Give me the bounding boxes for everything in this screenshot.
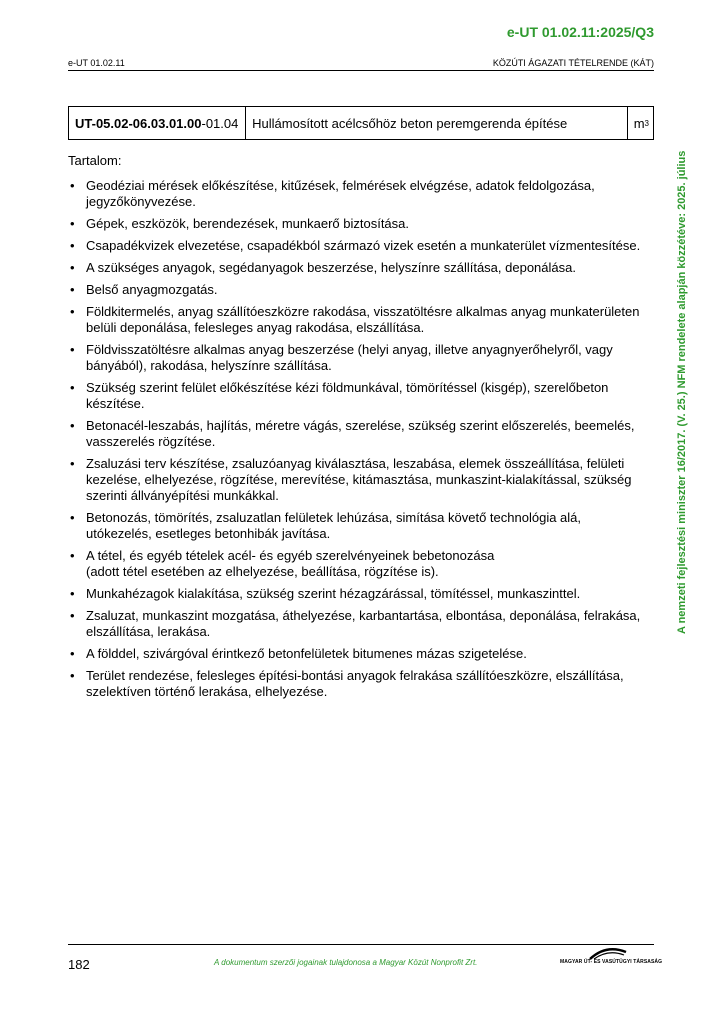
list-item: • Gépek, eszközök, berendezések, munkaerő biztosítása.: [68, 216, 648, 232]
list-item: • A szükséges anyagok, segédanyagok beszerzése, helyszínre szállítása, deponálása.: [68, 260, 648, 276]
item-unit: m: [633, 115, 645, 131]
header-right: KÖZÚTI ÁGAZATI TÉTELRENDE (KÁT): [492, 58, 654, 68]
list-item: • Földkitermelés, anyag szállítóeszközre rakodása, visszatöltésre alkalmas anyag munkaterületen belüli deponálása, felesleges anyag rakodása, elszállítása.: [68, 304, 648, 336]
item-code-cell: [69, 107, 246, 139]
road-arc-icon: [588, 946, 628, 960]
society-logo: [560, 946, 663, 968]
page-number: 182: [68, 957, 90, 972]
copyright-notice: A dokumentum szerzői jogainak tulajdonosa a Magyar Közút Nonprofit Zrt.: [214, 958, 478, 967]
footer-divider: [68, 944, 654, 945]
content-section: [68, 153, 648, 706]
list-item: • Terület rendezése, felesleges építési-bontási anyagok felrakása szállítóeszközre, elszállítása, szelektíven történő lerakása, elhelyezése.: [68, 668, 648, 700]
item-code: UT-05.02-06.03.01.00: [75, 115, 202, 131]
list-item: • Földvisszatöltésre alkalmas anyag beszerzése (helyi anyag, illetve anyagnyerőhelyről, vagy bányából), rakodása, helyszínre szállítása.: [68, 342, 648, 374]
item-table: [68, 106, 654, 140]
publication-note: A nemzeti fejlesztési miniszter 16/2017. (V. 25.) NFM rendelete alapján közzétéve: 2025. július: [676, 150, 688, 634]
list-item: • A földdel, szivárgóval érintkező betonfelületek bitumenes mázas szigetelése.: [68, 646, 648, 662]
list-item: • Munkahézagok kialakítása, szükség szerint hézagzárással, tömítéssel, munkaszinttel.: [68, 586, 648, 602]
header-left: e-UT 01.02.11: [68, 58, 125, 68]
content-heading: Tartalom:: [68, 153, 122, 168]
list-item: • Szükség szerint felület előkészítése kézi földmunkával, tömörítéssel (kisgép), szerelőbeton készítése.: [68, 380, 648, 412]
list-item: • Zsaluzási terv készítése, zsaluzóanyag kiválasztása, leszabása, elemek összeállítása, felületi kezelése, elhelyezése, rögzítése, merevítése, kitámasztása, munkaszint-kialakítással, szükség szerinti állványépítési munkákkal.: [68, 456, 648, 504]
item-code-suffix: -01.04: [201, 115, 239, 131]
content-list: [68, 178, 648, 700]
list-item: • Belső anyagmozgatás.: [68, 282, 648, 298]
header-divider: [68, 70, 654, 71]
list-item: • Geodéziai mérések előkészítése, kitűzések, felmérések elvégzése, adatok feldolgozása, jegyzőkönyvezése.: [68, 178, 648, 210]
item-unit-cell: [628, 107, 653, 139]
list-item: • Csapadékvizek elvezetése, csapadékból származó vizek esetén a munkaterület vízmentesítése.: [68, 238, 648, 254]
logo-text: MAGYAR ÚT- ÉS VASÚTÜGYI TÁRSASÁG: [560, 959, 663, 965]
item-unit-exponent: 3: [644, 118, 649, 128]
list-item: • Zsaluzat, munkaszint mozgatása, áthelyezése, karbantartása, elbontása, deponálása, felrakása, elszállítása, lerakása.: [68, 608, 648, 640]
list-item: • A tétel, és egyéb tételek acél- és egyéb szerelvényeinek bebetonozása (adott tétel esetében az elhelyezése, beállítása, rögzítése is).: [68, 548, 648, 580]
document-code: e-UT 01.02.11:2025/Q3: [506, 24, 654, 40]
item-title: Hullámosított acélcsőhöz beton peremgerenda építése: [246, 107, 628, 139]
list-item: • Betonacél-leszabás, hajlítás, méretre vágás, szerelése, szükség szerint előszerelés, beemelés, vasszerelés rögzítése.: [68, 418, 648, 450]
list-item: • Betonozás, tömörítés, zsaluzatlan felületek lehúzása, simítása követő technológia alá, utókezelés, esetleges betonhibák javítása.: [68, 510, 648, 542]
